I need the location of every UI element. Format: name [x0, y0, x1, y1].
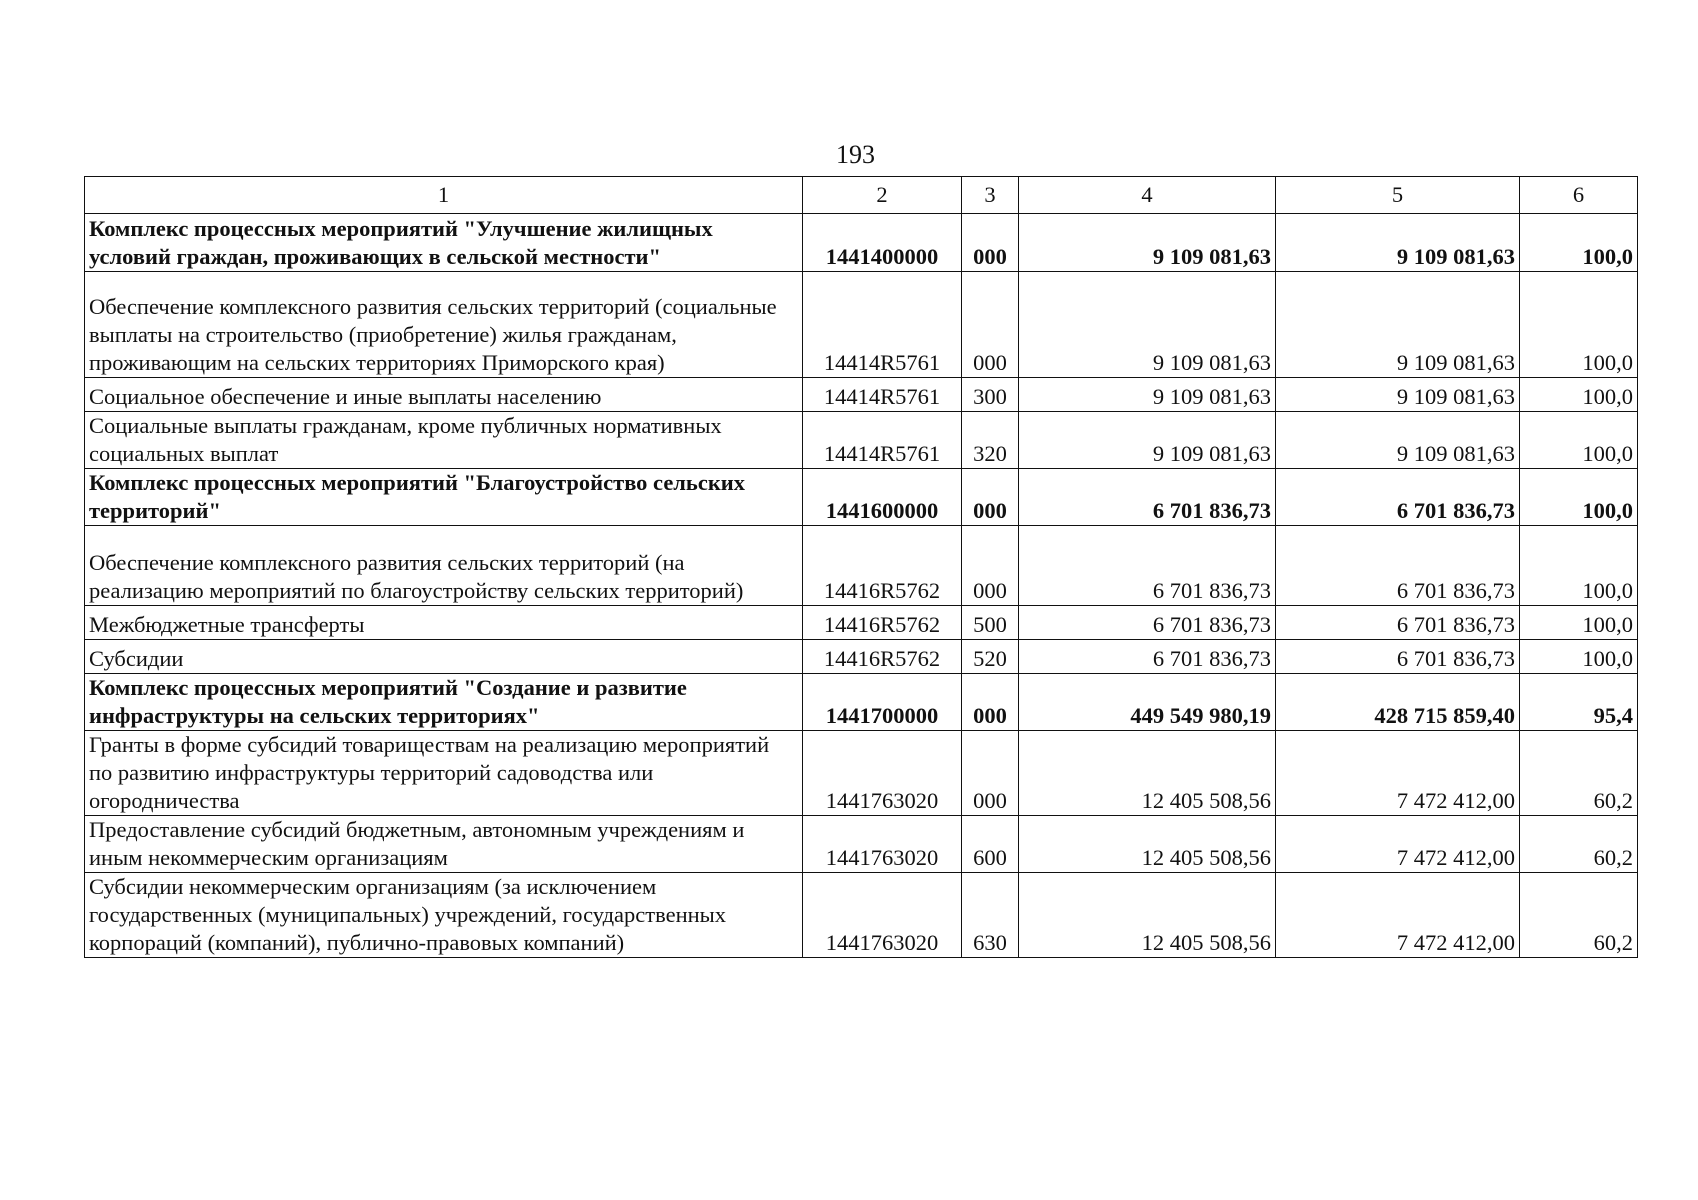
table-row — [85, 640, 1638, 674]
row-percent: 60,2 — [1520, 731, 1638, 816]
row-actual-amount: 9 109 081,63 — [1276, 214, 1520, 272]
row-code: 14416R5762 — [803, 606, 962, 640]
row-code: 14414R5761 — [803, 378, 962, 412]
budget-table — [84, 176, 1638, 958]
row-actual-amount: 6 701 836,73 — [1276, 640, 1520, 674]
table-row — [85, 731, 1638, 816]
row-expense-type: 300 — [962, 378, 1019, 412]
column-header-6: 6 — [1520, 177, 1638, 214]
row-percent: 60,2 — [1520, 873, 1638, 958]
row-actual-amount: 9 109 081,63 — [1276, 412, 1520, 469]
table-row — [85, 272, 1638, 378]
row-plan-amount: 9 109 081,63 — [1019, 272, 1276, 378]
table-row — [85, 214, 1638, 272]
row-actual-amount: 6 701 836,73 — [1276, 526, 1520, 606]
row-expense-type: 500 — [962, 606, 1019, 640]
row-expense-type: 000 — [962, 214, 1019, 272]
row-actual-amount: 6 701 836,73 — [1276, 469, 1520, 526]
row-code: 14416R5762 — [803, 526, 962, 606]
row-name: Комплекс процессных мероприятий "Благоустройство сельских территорий" — [85, 469, 803, 526]
row-plan-amount: 12 405 508,56 — [1019, 816, 1276, 873]
row-actual-amount: 9 109 081,63 — [1276, 272, 1520, 378]
row-code: 14414R5761 — [803, 412, 962, 469]
row-name: Социальное обеспечение и иные выплаты населению — [85, 378, 803, 412]
row-name: Субсидии некоммерческим организациям (за исключением государственных (муниципальных) учреждений, государственных корпораций (компаний), публично-правовых компаний) — [85, 873, 803, 958]
row-percent: 100,0 — [1520, 272, 1638, 378]
table-row — [85, 469, 1638, 526]
row-plan-amount: 6 701 836,73 — [1019, 469, 1276, 526]
header-row — [85, 177, 1638, 214]
row-code: 1441763020 — [803, 816, 962, 873]
row-expense-type: 600 — [962, 816, 1019, 873]
row-actual-amount: 6 701 836,73 — [1276, 606, 1520, 640]
row-plan-amount: 9 109 081,63 — [1019, 378, 1276, 412]
row-name: Социальные выплаты гражданам, кроме публичных нормативных социальных выплат — [85, 412, 803, 469]
row-percent: 100,0 — [1520, 606, 1638, 640]
row-code: 1441763020 — [803, 731, 962, 816]
row-percent: 95,4 — [1520, 674, 1638, 731]
row-code: 1441600000 — [803, 469, 962, 526]
row-percent: 100,0 — [1520, 378, 1638, 412]
table-row — [85, 674, 1638, 731]
table-row — [85, 606, 1638, 640]
row-code: 14414R5761 — [803, 272, 962, 378]
row-expense-type: 000 — [962, 674, 1019, 731]
table-row — [85, 873, 1638, 958]
column-header-2: 2 — [803, 177, 962, 214]
row-code: 1441700000 — [803, 674, 962, 731]
row-name: Комплекс процессных мероприятий "Улучшение жилищных условий граждан, проживающих в сельской местности" — [85, 214, 803, 272]
row-plan-amount: 12 405 508,56 — [1019, 731, 1276, 816]
row-percent: 60,2 — [1520, 816, 1638, 873]
row-name: Предоставление субсидий бюджетным, автономным учреждениям и иным некоммерческим организациям — [85, 816, 803, 873]
row-name: Комплекс процессных мероприятий "Создание и развитие инфраструктуры на сельских территориях" — [85, 674, 803, 731]
row-expense-type: 000 — [962, 272, 1019, 378]
row-plan-amount: 6 701 836,73 — [1019, 526, 1276, 606]
table-body — [85, 214, 1638, 958]
column-header-3: 3 — [962, 177, 1019, 214]
row-expense-type: 000 — [962, 469, 1019, 526]
row-plan-amount: 449 549 980,19 — [1019, 674, 1276, 731]
row-name: Субсидии — [85, 640, 803, 674]
row-percent: 100,0 — [1520, 640, 1638, 674]
row-name: Обеспечение комплексного развития сельских территорий (социальные выплаты на строительство (приобретение) жилья гражданам, проживающим на сельских территориях Приморского края) — [85, 272, 803, 378]
row-actual-amount: 7 472 412,00 — [1276, 731, 1520, 816]
table-row — [85, 816, 1638, 873]
row-plan-amount: 6 701 836,73 — [1019, 606, 1276, 640]
row-actual-amount: 428 715 859,40 — [1276, 674, 1520, 731]
table-row — [85, 378, 1638, 412]
row-name: Межбюджетные трансферты — [85, 606, 803, 640]
row-code: 1441400000 — [803, 214, 962, 272]
row-expense-type: 320 — [962, 412, 1019, 469]
row-name: Гранты в форме субсидий товариществам на реализацию мероприятий по развитию инфраструктуры территорий садоводства или огородничества — [85, 731, 803, 816]
row-actual-amount: 7 472 412,00 — [1276, 816, 1520, 873]
row-plan-amount: 6 701 836,73 — [1019, 640, 1276, 674]
row-expense-type: 000 — [962, 526, 1019, 606]
row-actual-amount: 9 109 081,63 — [1276, 378, 1520, 412]
row-percent: 100,0 — [1520, 526, 1638, 606]
column-header-4: 4 — [1019, 177, 1276, 214]
row-code: 1441763020 — [803, 873, 962, 958]
row-percent: 100,0 — [1520, 469, 1638, 526]
row-code: 14416R5762 — [803, 640, 962, 674]
column-header-1: 1 — [85, 177, 803, 214]
row-plan-amount: 9 109 081,63 — [1019, 214, 1276, 272]
row-plan-amount: 12 405 508,56 — [1019, 873, 1276, 958]
table-row — [85, 526, 1638, 606]
row-expense-type: 000 — [962, 731, 1019, 816]
table-row — [85, 412, 1638, 469]
row-plan-amount: 9 109 081,63 — [1019, 412, 1276, 469]
row-expense-type: 520 — [962, 640, 1019, 674]
row-percent: 100,0 — [1520, 412, 1638, 469]
row-percent: 100,0 — [1520, 214, 1638, 272]
row-actual-amount: 7 472 412,00 — [1276, 873, 1520, 958]
row-name: Обеспечение комплексного развития сельских территорий (на реализацию мероприятий по благоустройству сельских территорий) — [85, 526, 803, 606]
column-header-5: 5 — [1276, 177, 1520, 214]
page-number: 193 — [836, 140, 875, 169]
row-expense-type: 630 — [962, 873, 1019, 958]
